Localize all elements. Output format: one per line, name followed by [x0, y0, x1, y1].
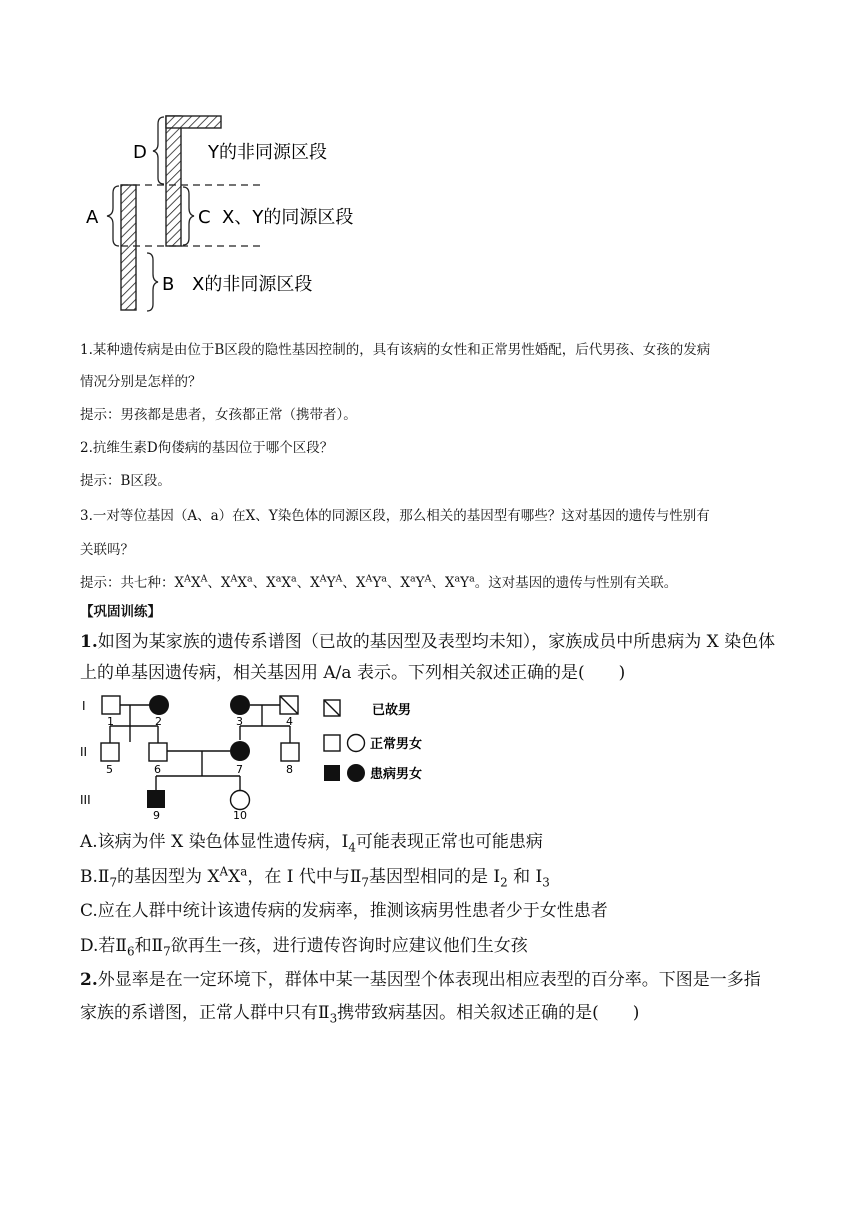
- exercise1-line1: 1.如图为某家族的遗传系谱图（已故的基因型及表型均未知），家族成员中所患病为 X 染色体: [80, 632, 776, 652]
- text-xy-homologous: X、Y的同源区段: [222, 207, 354, 228]
- q2-hint: 提示：B区段。: [80, 473, 171, 489]
- individual-1-normal-male: [102, 696, 120, 714]
- gen-label-3: III: [80, 793, 91, 807]
- legend-deceased-label: 已故男: [372, 703, 412, 718]
- id-5: 5: [106, 763, 113, 776]
- brace-c: [183, 187, 194, 245]
- individual-6-normal-male: [149, 743, 167, 761]
- label-c: C: [198, 207, 211, 228]
- pedigree-chart: [80, 690, 440, 820]
- individual-7-affected-female: [230, 741, 250, 761]
- x-chromosome: [121, 185, 136, 310]
- id-8: 8: [286, 763, 293, 776]
- legend-affected-female-icon: [347, 764, 365, 782]
- label-a: A: [86, 207, 99, 228]
- id-9: 9: [153, 809, 160, 820]
- id-2: 2: [155, 715, 162, 728]
- section-title: 【巩固训练】: [80, 604, 161, 620]
- gen-label-2: II: [80, 745, 88, 759]
- option-d: D.若$Ⅱ_6$和$Ⅱ_7$欲再生一孩，进行遗传咨询时应建议他们生女孩: [80, 936, 528, 959]
- individual-2-affected-female: [149, 695, 169, 715]
- id-4: 4: [286, 715, 293, 728]
- label-d: D: [133, 142, 147, 163]
- brace-b: [147, 253, 158, 311]
- y-chromosome-top: [166, 116, 221, 128]
- q3-hint: 提示：共七种：$X^AX^A$、$X^AX^a$、$X^aX^a$、$X^AY^A$、$X^AY^a$、$X^aY^A$、$X^aY^a$。这对基因的遗传与性别有关联。: [80, 573, 678, 591]
- label-b: B: [162, 274, 175, 295]
- exercise2-line2: 家族的系谱图，正常人群中只有$Ⅱ_3$携带致病基因。相关叙述正确的是( ): [80, 1003, 640, 1026]
- q1-line1: 1.某种遗传病是由位于B区段的隐性基因控制的，具有该病的女性和正常男性婚配，后代男孩、女孩的发病: [80, 342, 711, 358]
- id-7: 7: [236, 763, 243, 776]
- individual-10-normal-female: [231, 791, 250, 810]
- q1-line2: 情况分别是怎样的？: [80, 374, 202, 390]
- text-x-nonhomologous: X的非同源区段: [192, 274, 313, 295]
- gen-label-1: I: [82, 699, 86, 713]
- legend-affected-label: 患病男女: [370, 767, 423, 782]
- individual-9-affected-male: [147, 790, 165, 808]
- brace-a: [107, 186, 119, 246]
- id-1: 1: [107, 715, 114, 728]
- option-c: C.应在人群中统计该遗传病的发病率，推测该病男性患者少于女性患者: [80, 901, 608, 921]
- y-chromosome-vertical: [166, 116, 181, 246]
- option-a: A.该病为伴 X 染色体显性遗传病，$I_4$可能表现正常也可能患病: [80, 832, 543, 855]
- legend-normal-label: 正常男女: [370, 737, 423, 752]
- exercise1-line2: 上的单基因遗传病，相关基因用 A/a 表示。下列相关叙述正确的是( ): [80, 663, 626, 683]
- individual-8-normal-male: [281, 743, 299, 761]
- pedigree-lines: [110, 705, 290, 790]
- legend-normal-male-icon: [324, 735, 340, 751]
- individual-5-normal-male: [101, 743, 119, 761]
- q1-hint: 提示：男孩都是患者，女孩都正常（携带者）。: [80, 407, 357, 423]
- legend-normal-female-icon: [348, 735, 365, 752]
- exercise2-line1: 2.外显率是在一定环境下，群体中某一基因型个体表现出相应表型的百分率。下图是一多指: [80, 970, 761, 990]
- id-10: 10: [233, 809, 247, 820]
- text-y-nonhomologous: Y的非同源区段: [208, 142, 327, 163]
- q3-line1: 3.一对等位基因（A、a）在X、Y染色体的同源区段，那么相关的基因型有哪些？这对基因的遗传与性别有: [80, 508, 710, 524]
- individual-3-affected-female: [230, 695, 250, 715]
- q2-text: 2.抗维生素D佝偻病的基因位于哪个区段？: [80, 440, 334, 456]
- xy-chromosome-diagram: [80, 100, 400, 320]
- legend-affected-male-icon: [324, 765, 340, 781]
- q3-line2: 关联吗？: [80, 542, 134, 558]
- brace-d: [153, 117, 164, 184]
- option-b: $B.Ⅱ_7$的基因型为 $X^AX^a$，在 I 代中与$Ⅱ_7$基因型相同的是 $I_2$ 和 $I_3$: [80, 864, 550, 890]
- id-6: 6: [154, 763, 161, 776]
- id-3: 3: [236, 715, 243, 728]
